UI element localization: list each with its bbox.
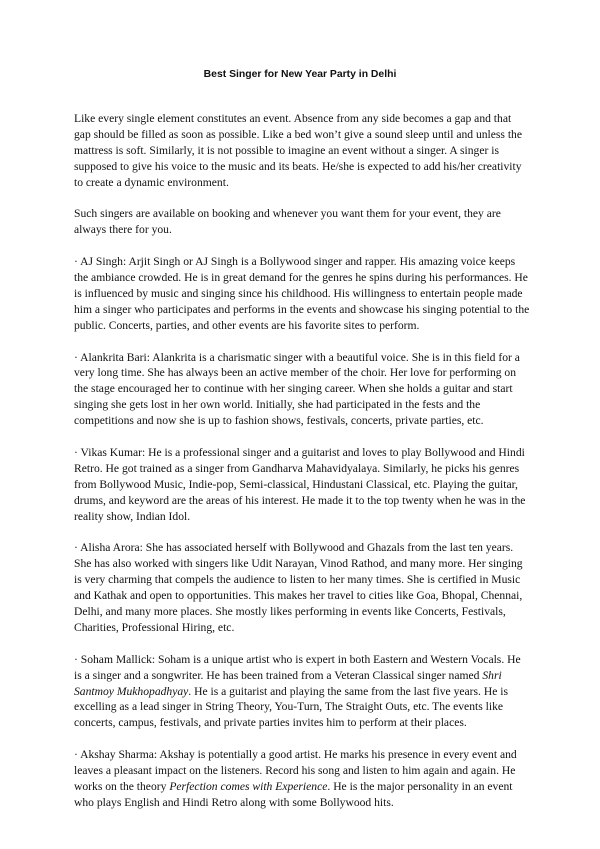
singer-paragraph-akshay-sharma	[74, 747, 530, 811]
singer-paragraph-alankrita-bari: · Alankrita Bari: Alankrita is a charismatic singer with a beautiful voice. She is in this field for a very long time. She has always been an active member of the choir. Her love for performing on the stage encouraged her to continue with her singing career. When she holds a guitar and start singing she gets lost in her own world. Initially, she had participated in the fests and the competitions and now she is up to fashion shows, festivals, concerts, private parties, etc.	[74, 350, 520, 428]
intro-paragraph: Like every single element constitutes an event. Absence from any side becomes a gap and that gap should be filled as soon as possible. Like a bed won’t give a sound sleep until and unless the mattress is soft. Similarly, it is not possible to imagine an event without a singer. A singer is supposed to give his voice to the music and its beats. He/she is expected to add his/her creativity to create a dynamic environment.	[74, 112, 523, 189]
paragraph-text: . He is the major personality in an event who plays English and Hindi Retro along with some Bollywood hits.	[74, 779, 513, 809]
paragraph-text: · Soham Mallick: Soham is a unique artist who is expert in both Eastern and Western Vocals. He is a singer and a songwriter. He has been trained from a Veteran Classical singer named	[74, 652, 521, 682]
intro-paragraph: Such singers are available on booking and whenever you want them for your event, they are always there for you.	[74, 207, 501, 237]
italic-quote: Perfection comes with Experience	[169, 779, 328, 793]
singer-paragraph-alisha-arora: · Alisha Arora: She has associated herself with Bollywood and Ghazals from the last ten years. She has also worked with singers like Udit Narayan, Vinod Rathod, and many more. Her singing is very charming that compels the audience to listen to her many times. She is certified in Music and Kathak and open to opportunities. This makes her travel to cities like Goa, Bhopal, Chennai, Delhi, and many more places. She mostly likes performing in events like Concerts, Festivals, Charities, Professional Hiring, etc.	[74, 541, 523, 634]
paragraph-text: . He is a guitarist and playing the same from the last five years. He is excelling as a lead singer in String Theory, You-Turn, The Straight Outs, etc. The events like concerts, campus, festivals, and private parties invites him to perform at their places.	[74, 684, 509, 730]
paragraph-text: · Akshay Sharma: Akshay is potentially a good artist. He marks his presence in every event and leaves a pleasant impact on the listeners. Record his song and listen to him again and again. He works on the theory	[74, 748, 517, 793]
singer-paragraph-aj-singh: · AJ Singh: Arjit Singh or AJ Singh is a Bollywood singer and rapper. His amazing voice keeps the ambiance crowded. He is in great demand for the genres he spins during his performances. He is influenced by music and singing since his childhood. His willingness to entertain people made him a singer who participates and performs in the events and showcase his singing potential to the public. Concerts, parties, and other events are his favorite sites to perform.	[74, 255, 530, 332]
singer-paragraph-vikas-kumar: · Vikas Kumar: He is a professional singer and a guitarist and loves to play Bollywood and Hindi Retro. He got trained as a singer from Gandharva Mahavidyalaya. Similarly, he picks his genres from Bollywood Music, Indie-pop, Semi-classical, Hindustani Classical, etc. Playing the guitar, drums, and keyword are the areas of his interest. He made it to the top twenty when he was in the reality show, Indian Idol.	[74, 445, 526, 523]
singer-paragraph-soham-mallick	[74, 652, 530, 732]
italic-name: Shri Santmoy Mukhopadhyay	[74, 668, 502, 698]
page-title: Best Singer for New Year Party in Delhi	[203, 69, 397, 80]
document-body	[74, 111, 530, 827]
